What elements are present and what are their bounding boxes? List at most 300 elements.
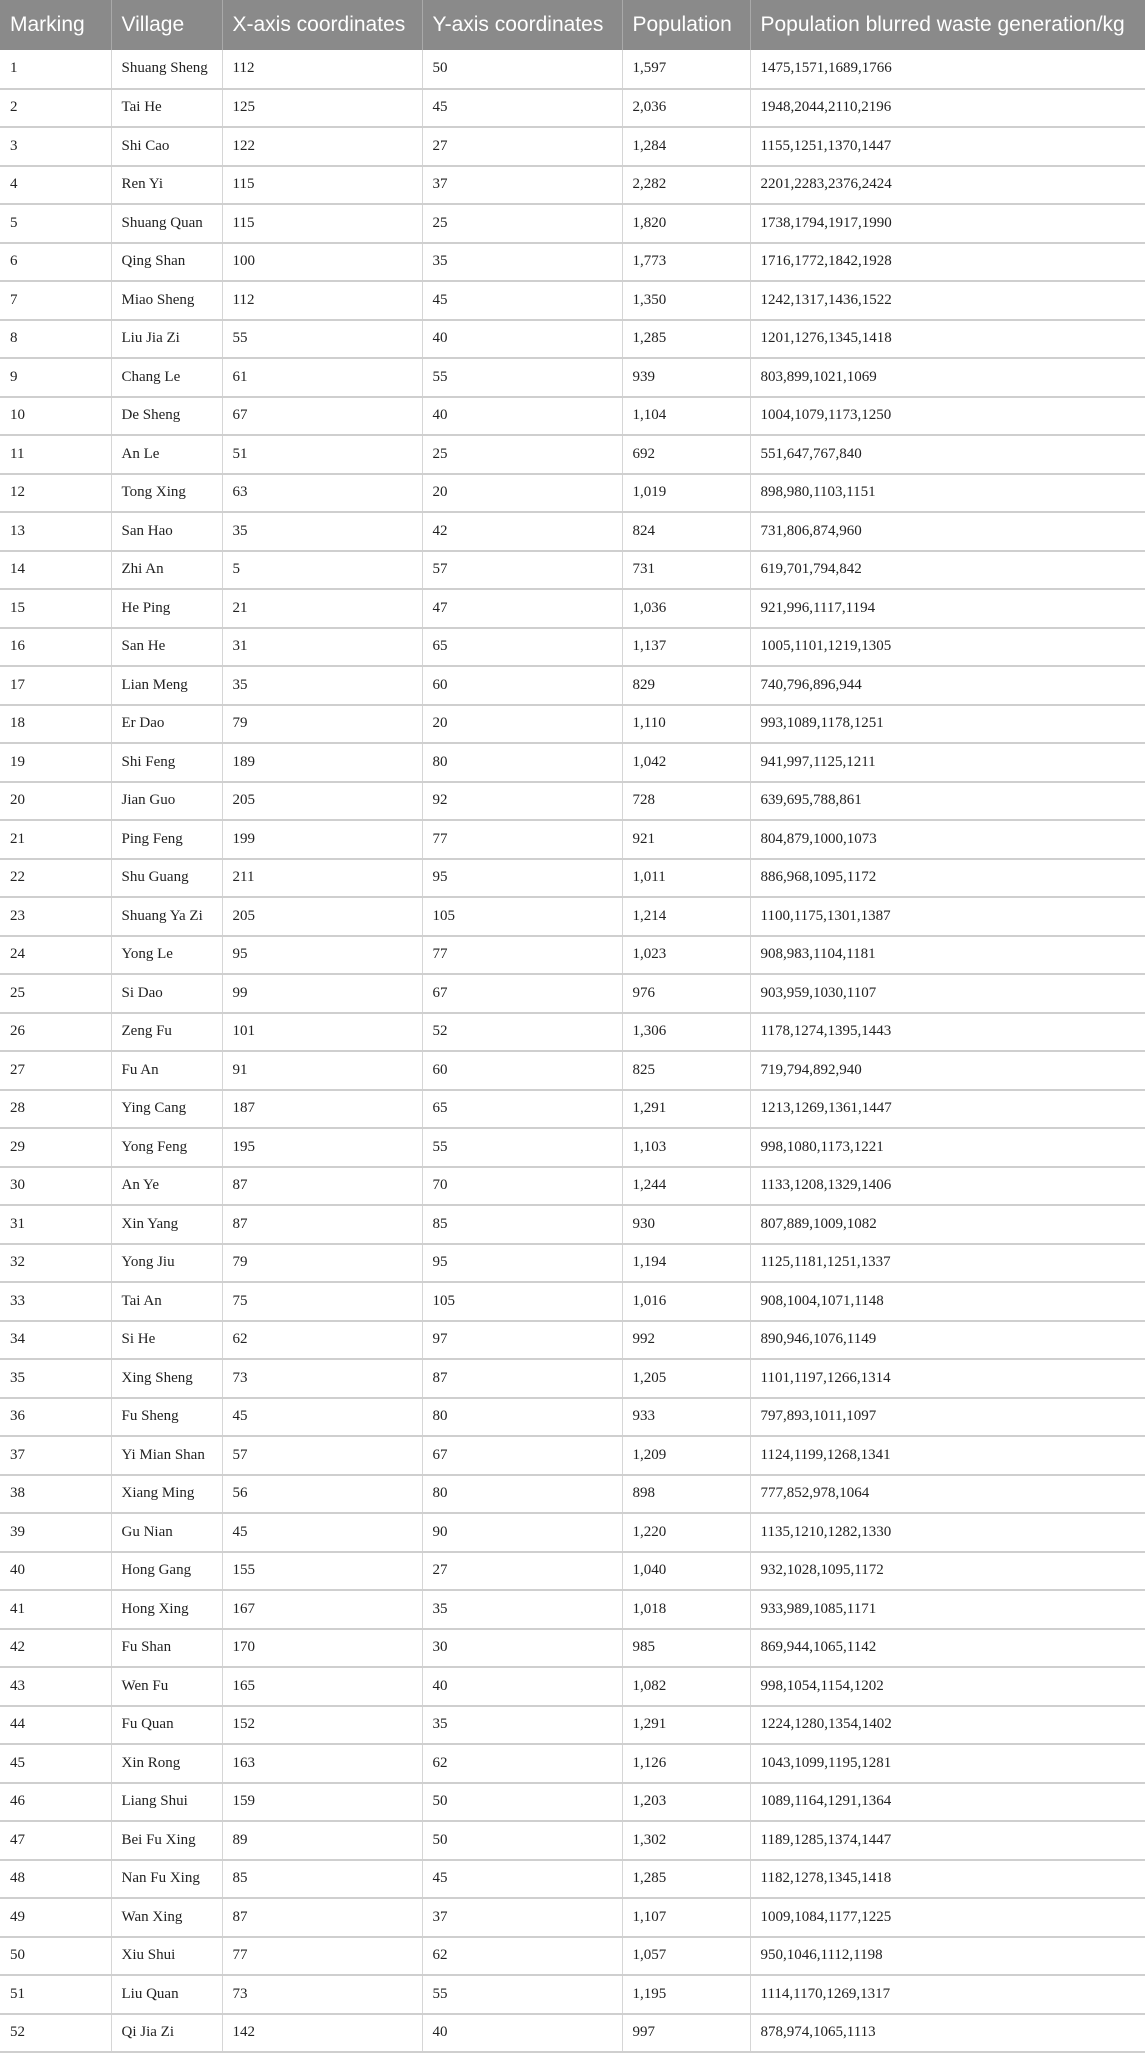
cell-x-coordinate: 205 xyxy=(222,897,422,936)
cell-waste-generation: 731,806,874,960 xyxy=(750,512,1145,551)
cell-village: Wen Fu xyxy=(111,1667,222,1706)
cell-waste-generation: 2201,2283,2376,2424 xyxy=(750,166,1145,205)
cell-village: Shuang Ya Zi xyxy=(111,897,222,936)
cell-x-coordinate: 142 xyxy=(222,2014,422,2053)
cell-waste-generation: 1242,1317,1436,1522 xyxy=(750,281,1145,320)
table-row xyxy=(0,243,1145,282)
cell-waste-generation: 1213,1269,1361,1447 xyxy=(750,1090,1145,1129)
cell-waste-generation: 1124,1199,1268,1341 xyxy=(750,1436,1145,1475)
cell-waste-generation: 878,974,1065,1113 xyxy=(750,2014,1145,2053)
cell-village: Xin Yang xyxy=(111,1205,222,1244)
cell-population: 728 xyxy=(622,782,750,821)
table-row xyxy=(0,974,1145,1013)
cell-x-coordinate: 35 xyxy=(222,512,422,551)
cell-marking: 34 xyxy=(0,1321,111,1360)
cell-waste-generation: 807,889,1009,1082 xyxy=(750,1205,1145,1244)
cell-waste-generation: 921,996,1117,1194 xyxy=(750,589,1145,628)
cell-population: 898 xyxy=(622,1475,750,1514)
header-population: Population xyxy=(622,0,750,50)
cell-x-coordinate: 163 xyxy=(222,1744,422,1783)
cell-y-coordinate: 62 xyxy=(422,1937,622,1976)
cell-population: 1,036 xyxy=(622,589,750,628)
cell-waste-generation: 932,1028,1095,1172 xyxy=(750,1552,1145,1591)
cell-x-coordinate: 5 xyxy=(222,551,422,590)
cell-marking: 21 xyxy=(0,820,111,859)
cell-y-coordinate: 27 xyxy=(422,1552,622,1591)
cell-waste-generation: 1178,1274,1395,1443 xyxy=(750,1013,1145,1052)
cell-population: 1,284 xyxy=(622,127,750,166)
cell-x-coordinate: 211 xyxy=(222,859,422,898)
cell-marking: 36 xyxy=(0,1398,111,1437)
cell-population: 1,291 xyxy=(622,1090,750,1129)
table-row xyxy=(0,1359,1145,1398)
cell-y-coordinate: 65 xyxy=(422,1090,622,1129)
cell-x-coordinate: 63 xyxy=(222,474,422,513)
cell-x-coordinate: 45 xyxy=(222,1513,422,1552)
cell-waste-generation: 898,980,1103,1151 xyxy=(750,474,1145,513)
cell-village: Si Dao xyxy=(111,974,222,1013)
cell-y-coordinate: 85 xyxy=(422,1205,622,1244)
cell-village: Tai He xyxy=(111,89,222,128)
cell-y-coordinate: 80 xyxy=(422,1475,622,1514)
cell-population: 939 xyxy=(622,358,750,397)
cell-village: Xin Rong xyxy=(111,1744,222,1783)
table-header xyxy=(0,0,1145,50)
cell-population: 992 xyxy=(622,1321,750,1360)
table-row xyxy=(0,1436,1145,1475)
cell-x-coordinate: 77 xyxy=(222,1937,422,1976)
table-row xyxy=(0,1282,1145,1321)
cell-marking: 10 xyxy=(0,397,111,436)
cell-waste-generation: 1475,1571,1689,1766 xyxy=(750,50,1145,89)
cell-population: 1,203 xyxy=(622,1783,750,1822)
cell-y-coordinate: 55 xyxy=(422,1128,622,1167)
cell-x-coordinate: 21 xyxy=(222,589,422,628)
header-marking: Marking xyxy=(10,13,85,36)
cell-village: Yong Jiu xyxy=(111,1244,222,1283)
table-row xyxy=(0,1321,1145,1360)
cell-village: Xing Sheng xyxy=(111,1359,222,1398)
cell-village: Yong Le xyxy=(111,936,222,975)
cell-village: Shi Feng xyxy=(111,743,222,782)
cell-village: Gu Nian xyxy=(111,1513,222,1552)
cell-marking: 22 xyxy=(0,859,111,898)
cell-marking: 32 xyxy=(0,1244,111,1283)
cell-x-coordinate: 189 xyxy=(222,743,422,782)
cell-waste-generation: 1101,1197,1266,1314 xyxy=(750,1359,1145,1398)
cell-waste-generation: 950,1046,1112,1198 xyxy=(750,1937,1145,1976)
cell-village: De Sheng xyxy=(111,397,222,436)
table-row xyxy=(0,166,1145,205)
cell-village: Yong Feng xyxy=(111,1128,222,1167)
cell-marking: 42 xyxy=(0,1629,111,1668)
cell-population: 1,194 xyxy=(622,1244,750,1283)
table-row xyxy=(0,1051,1145,1090)
cell-x-coordinate: 155 xyxy=(222,1552,422,1591)
table-row xyxy=(0,2014,1145,2053)
cell-waste-generation: 908,983,1104,1181 xyxy=(750,936,1145,975)
cell-waste-generation: 1155,1251,1370,1447 xyxy=(750,127,1145,166)
table-row xyxy=(0,50,1145,89)
cell-waste-generation: 908,1004,1071,1148 xyxy=(750,1282,1145,1321)
cell-y-coordinate: 67 xyxy=(422,974,622,1013)
cell-x-coordinate: 79 xyxy=(222,705,422,744)
table-row xyxy=(0,936,1145,975)
cell-marking: 5 xyxy=(0,204,111,243)
cell-waste-generation: 777,852,978,1064 xyxy=(750,1475,1145,1514)
cell-population: 1,126 xyxy=(622,1744,750,1783)
cell-y-coordinate: 20 xyxy=(422,705,622,744)
cell-marking: 19 xyxy=(0,743,111,782)
cell-village: Yi Mian Shan xyxy=(111,1436,222,1475)
cell-village: Liu Quan xyxy=(111,1975,222,2014)
cell-y-coordinate: 50 xyxy=(422,1821,622,1860)
cell-waste-generation: 998,1054,1154,1202 xyxy=(750,1667,1145,1706)
cell-x-coordinate: 199 xyxy=(222,820,422,859)
cell-x-coordinate: 112 xyxy=(222,50,422,89)
cell-waste-generation: 998,1080,1173,1221 xyxy=(750,1128,1145,1167)
cell-marking: 27 xyxy=(0,1051,111,1090)
cell-marking: 39 xyxy=(0,1513,111,1552)
cell-marking: 20 xyxy=(0,782,111,821)
table-row xyxy=(0,127,1145,166)
cell-population: 1,205 xyxy=(622,1359,750,1398)
table-row xyxy=(0,705,1145,744)
cell-marking: 18 xyxy=(0,705,111,744)
cell-population: 1,773 xyxy=(622,243,750,282)
cell-population: 930 xyxy=(622,1205,750,1244)
cell-population: 1,195 xyxy=(622,1975,750,2014)
cell-village: Fu An xyxy=(111,1051,222,1090)
cell-y-coordinate: 65 xyxy=(422,628,622,667)
cell-village: Liang Shui xyxy=(111,1783,222,1822)
table-row xyxy=(0,320,1145,359)
cell-population: 824 xyxy=(622,512,750,551)
cell-population: 921 xyxy=(622,820,750,859)
cell-village: An Ye xyxy=(111,1167,222,1206)
cell-waste-generation: 1043,1099,1195,1281 xyxy=(750,1744,1145,1783)
cell-marking: 16 xyxy=(0,628,111,667)
cell-population: 1,209 xyxy=(622,1436,750,1475)
cell-marking: 6 xyxy=(0,243,111,282)
cell-waste-generation: 869,944,1065,1142 xyxy=(750,1629,1145,1668)
table-row xyxy=(0,1783,1145,1822)
cell-x-coordinate: 75 xyxy=(222,1282,422,1321)
table-row xyxy=(0,820,1145,859)
cell-population: 1,220 xyxy=(622,1513,750,1552)
cell-x-coordinate: 45 xyxy=(222,1398,422,1437)
cell-y-coordinate: 87 xyxy=(422,1359,622,1398)
table-row xyxy=(0,859,1145,898)
cell-village: Wan Xing xyxy=(111,1898,222,1937)
cell-population: 1,285 xyxy=(622,320,750,359)
cell-village: Shuang Quan xyxy=(111,204,222,243)
cell-waste-generation: 1089,1164,1291,1364 xyxy=(750,1783,1145,1822)
cell-x-coordinate: 87 xyxy=(222,1167,422,1206)
cell-y-coordinate: 45 xyxy=(422,1860,622,1899)
cell-village: Nan Fu Xing xyxy=(111,1860,222,1899)
cell-waste-generation: 1948,2044,2110,2196 xyxy=(750,89,1145,128)
table-row xyxy=(0,1975,1145,2014)
cell-waste-generation: 1009,1084,1177,1225 xyxy=(750,1898,1145,1937)
cell-population: 1,011 xyxy=(622,859,750,898)
cell-x-coordinate: 195 xyxy=(222,1128,422,1167)
cell-x-coordinate: 115 xyxy=(222,166,422,205)
table-row xyxy=(0,1244,1145,1283)
cell-y-coordinate: 37 xyxy=(422,166,622,205)
table-row xyxy=(0,1706,1145,1745)
cell-population: 1,019 xyxy=(622,474,750,513)
cell-village: Fu Quan xyxy=(111,1706,222,1745)
cell-marking: 29 xyxy=(0,1128,111,1167)
cell-y-coordinate: 67 xyxy=(422,1436,622,1475)
cell-population: 933 xyxy=(622,1398,750,1437)
cell-y-coordinate: 70 xyxy=(422,1167,622,1206)
cell-waste-generation: 619,701,794,842 xyxy=(750,551,1145,590)
cell-y-coordinate: 30 xyxy=(422,1629,622,1668)
cell-marking: 48 xyxy=(0,1860,111,1899)
cell-x-coordinate: 95 xyxy=(222,936,422,975)
cell-waste-generation: 1133,1208,1329,1406 xyxy=(750,1167,1145,1206)
cell-waste-generation: 804,879,1000,1073 xyxy=(750,820,1145,859)
table-row xyxy=(0,1821,1145,1860)
cell-marking: 8 xyxy=(0,320,111,359)
cell-population: 985 xyxy=(622,1629,750,1668)
cell-x-coordinate: 85 xyxy=(222,1860,422,1899)
cell-y-coordinate: 90 xyxy=(422,1513,622,1552)
table-row xyxy=(0,474,1145,513)
cell-village: San Hao xyxy=(111,512,222,551)
table-row xyxy=(0,1128,1145,1167)
cell-x-coordinate: 187 xyxy=(222,1090,422,1129)
cell-marking: 3 xyxy=(0,127,111,166)
cell-x-coordinate: 62 xyxy=(222,1321,422,1360)
cell-y-coordinate: 47 xyxy=(422,589,622,628)
cell-population: 731 xyxy=(622,551,750,590)
cell-village: Bei Fu Xing xyxy=(111,1821,222,1860)
table-row xyxy=(0,743,1145,782)
table-row xyxy=(0,435,1145,474)
cell-x-coordinate: 57 xyxy=(222,1436,422,1475)
cell-population: 1,302 xyxy=(622,1821,750,1860)
cell-waste-generation: 1182,1278,1345,1418 xyxy=(750,1860,1145,1899)
cell-marking: 23 xyxy=(0,897,111,936)
cell-village: Xiang Ming xyxy=(111,1475,222,1514)
cell-waste-generation: 1716,1772,1842,1928 xyxy=(750,243,1145,282)
cell-population: 692 xyxy=(622,435,750,474)
cell-population: 2,282 xyxy=(622,166,750,205)
cell-x-coordinate: 67 xyxy=(222,397,422,436)
cell-y-coordinate: 92 xyxy=(422,782,622,821)
cell-marking: 52 xyxy=(0,2014,111,2053)
cell-population: 1,291 xyxy=(622,1706,750,1745)
cell-waste-generation: 1114,1170,1269,1317 xyxy=(750,1975,1145,2014)
cell-population: 976 xyxy=(622,974,750,1013)
cell-x-coordinate: 115 xyxy=(222,204,422,243)
cell-population: 2,036 xyxy=(622,89,750,128)
cell-y-coordinate: 60 xyxy=(422,666,622,705)
cell-y-coordinate: 95 xyxy=(422,859,622,898)
cell-y-coordinate: 80 xyxy=(422,743,622,782)
cell-population: 1,018 xyxy=(622,1590,750,1629)
cell-x-coordinate: 125 xyxy=(222,89,422,128)
table-row xyxy=(0,551,1145,590)
cell-population: 1,350 xyxy=(622,281,750,320)
cell-x-coordinate: 165 xyxy=(222,1667,422,1706)
cell-marking: 28 xyxy=(0,1090,111,1129)
table-row xyxy=(0,1744,1145,1783)
cell-y-coordinate: 77 xyxy=(422,936,622,975)
cell-population: 1,137 xyxy=(622,628,750,667)
cell-y-coordinate: 27 xyxy=(422,127,622,166)
cell-population: 1,082 xyxy=(622,1667,750,1706)
cell-x-coordinate: 55 xyxy=(222,320,422,359)
cell-x-coordinate: 79 xyxy=(222,1244,422,1283)
cell-village: Liu Jia Zi xyxy=(111,320,222,359)
cell-marking: 33 xyxy=(0,1282,111,1321)
cell-y-coordinate: 40 xyxy=(422,397,622,436)
cell-population: 825 xyxy=(622,1051,750,1090)
cell-marking: 43 xyxy=(0,1667,111,1706)
cell-waste-generation: 1005,1101,1219,1305 xyxy=(750,628,1145,667)
cell-village: Ping Feng xyxy=(111,820,222,859)
cell-y-coordinate: 45 xyxy=(422,281,622,320)
cell-x-coordinate: 35 xyxy=(222,666,422,705)
cell-village: Si He xyxy=(111,1321,222,1360)
cell-x-coordinate: 122 xyxy=(222,127,422,166)
cell-waste-generation: 551,647,767,840 xyxy=(750,435,1145,474)
table-row xyxy=(0,281,1145,320)
cell-marking: 11 xyxy=(0,435,111,474)
cell-x-coordinate: 31 xyxy=(222,628,422,667)
cell-marking: 2 xyxy=(0,89,111,128)
cell-marking: 14 xyxy=(0,551,111,590)
cell-waste-generation: 1738,1794,1917,1990 xyxy=(750,204,1145,243)
cell-y-coordinate: 40 xyxy=(422,1667,622,1706)
cell-waste-generation: 639,695,788,861 xyxy=(750,782,1145,821)
table-row xyxy=(0,89,1145,128)
cell-village: Shuang Sheng xyxy=(111,50,222,89)
cell-waste-generation: 941,997,1125,1211 xyxy=(750,743,1145,782)
cell-village: Ren Yi xyxy=(111,166,222,205)
cell-waste-generation: 797,893,1011,1097 xyxy=(750,1398,1145,1437)
cell-y-coordinate: 55 xyxy=(422,358,622,397)
table-row xyxy=(0,358,1145,397)
cell-x-coordinate: 159 xyxy=(222,1783,422,1822)
cell-population: 1,057 xyxy=(622,1937,750,1976)
cell-y-coordinate: 40 xyxy=(422,320,622,359)
cell-marking: 9 xyxy=(0,358,111,397)
table-row xyxy=(0,1090,1145,1129)
cell-village: Hong Xing xyxy=(111,1590,222,1629)
cell-marking: 30 xyxy=(0,1167,111,1206)
cell-x-coordinate: 205 xyxy=(222,782,422,821)
table-row xyxy=(0,1013,1145,1052)
cell-marking: 38 xyxy=(0,1475,111,1514)
cell-x-coordinate: 61 xyxy=(222,358,422,397)
cell-marking: 37 xyxy=(0,1436,111,1475)
cell-village: He Ping xyxy=(111,589,222,628)
cell-village: Zeng Fu xyxy=(111,1013,222,1052)
cell-waste-generation: 719,794,892,940 xyxy=(750,1051,1145,1090)
cell-marking: 49 xyxy=(0,1898,111,1937)
table-body xyxy=(0,50,1145,2052)
table-row xyxy=(0,782,1145,821)
cell-y-coordinate: 37 xyxy=(422,1898,622,1937)
header-row xyxy=(0,0,1145,50)
table-row xyxy=(0,1552,1145,1591)
cell-waste-generation: 1135,1210,1282,1330 xyxy=(750,1513,1145,1552)
cell-village: Tong Xing xyxy=(111,474,222,513)
cell-x-coordinate: 91 xyxy=(222,1051,422,1090)
cell-y-coordinate: 57 xyxy=(422,551,622,590)
cell-village: Ying Cang xyxy=(111,1090,222,1129)
cell-y-coordinate: 80 xyxy=(422,1398,622,1437)
cell-village: Jian Guo xyxy=(111,782,222,821)
table-row xyxy=(0,589,1145,628)
table-row xyxy=(0,204,1145,243)
cell-y-coordinate: 52 xyxy=(422,1013,622,1052)
cell-population: 1,107 xyxy=(622,1898,750,1937)
cell-y-coordinate: 50 xyxy=(422,50,622,89)
cell-population: 1,040 xyxy=(622,1552,750,1591)
cell-marking: 25 xyxy=(0,974,111,1013)
cell-marking: 35 xyxy=(0,1359,111,1398)
cell-waste-generation: 886,968,1095,1172 xyxy=(750,859,1145,898)
cell-x-coordinate: 170 xyxy=(222,1629,422,1668)
cell-village: Tai An xyxy=(111,1282,222,1321)
cell-waste-generation: 1004,1079,1173,1250 xyxy=(750,397,1145,436)
cell-marking: 51 xyxy=(0,1975,111,2014)
cell-marking: 12 xyxy=(0,474,111,513)
cell-village: Lian Meng xyxy=(111,666,222,705)
table-row xyxy=(0,1398,1145,1437)
header-x-axis: X-axis coordinates xyxy=(222,0,422,50)
cell-y-coordinate: 35 xyxy=(422,1706,622,1745)
cell-village: Shu Guang xyxy=(111,859,222,898)
cell-village: Miao Sheng xyxy=(111,281,222,320)
cell-population: 829 xyxy=(622,666,750,705)
cell-y-coordinate: 62 xyxy=(422,1744,622,1783)
cell-x-coordinate: 112 xyxy=(222,281,422,320)
cell-y-coordinate: 55 xyxy=(422,1975,622,2014)
cell-population: 1,214 xyxy=(622,897,750,936)
table-row xyxy=(0,897,1145,936)
cell-x-coordinate: 101 xyxy=(222,1013,422,1052)
cell-y-coordinate: 25 xyxy=(422,435,622,474)
cell-x-coordinate: 152 xyxy=(222,1706,422,1745)
cell-y-coordinate: 97 xyxy=(422,1321,622,1360)
table-row xyxy=(0,628,1145,667)
table-row xyxy=(0,1667,1145,1706)
cell-marking: 7 xyxy=(0,281,111,320)
cell-waste-generation: 1125,1181,1251,1337 xyxy=(750,1244,1145,1283)
cell-x-coordinate: 167 xyxy=(222,1590,422,1629)
cell-waste-generation: 1224,1280,1354,1402 xyxy=(750,1706,1145,1745)
cell-waste-generation: 903,959,1030,1107 xyxy=(750,974,1145,1013)
cell-population: 1,104 xyxy=(622,397,750,436)
cell-waste-generation: 993,1089,1178,1251 xyxy=(750,705,1145,744)
table-row xyxy=(0,1167,1145,1206)
table-row xyxy=(0,512,1145,551)
cell-village: Fu Sheng xyxy=(111,1398,222,1437)
cell-village: San He xyxy=(111,628,222,667)
table-row xyxy=(0,1898,1145,1937)
cell-marking: 17 xyxy=(0,666,111,705)
cell-marking: 47 xyxy=(0,1821,111,1860)
cell-population: 1,820 xyxy=(622,204,750,243)
cell-village: Er Dao xyxy=(111,705,222,744)
